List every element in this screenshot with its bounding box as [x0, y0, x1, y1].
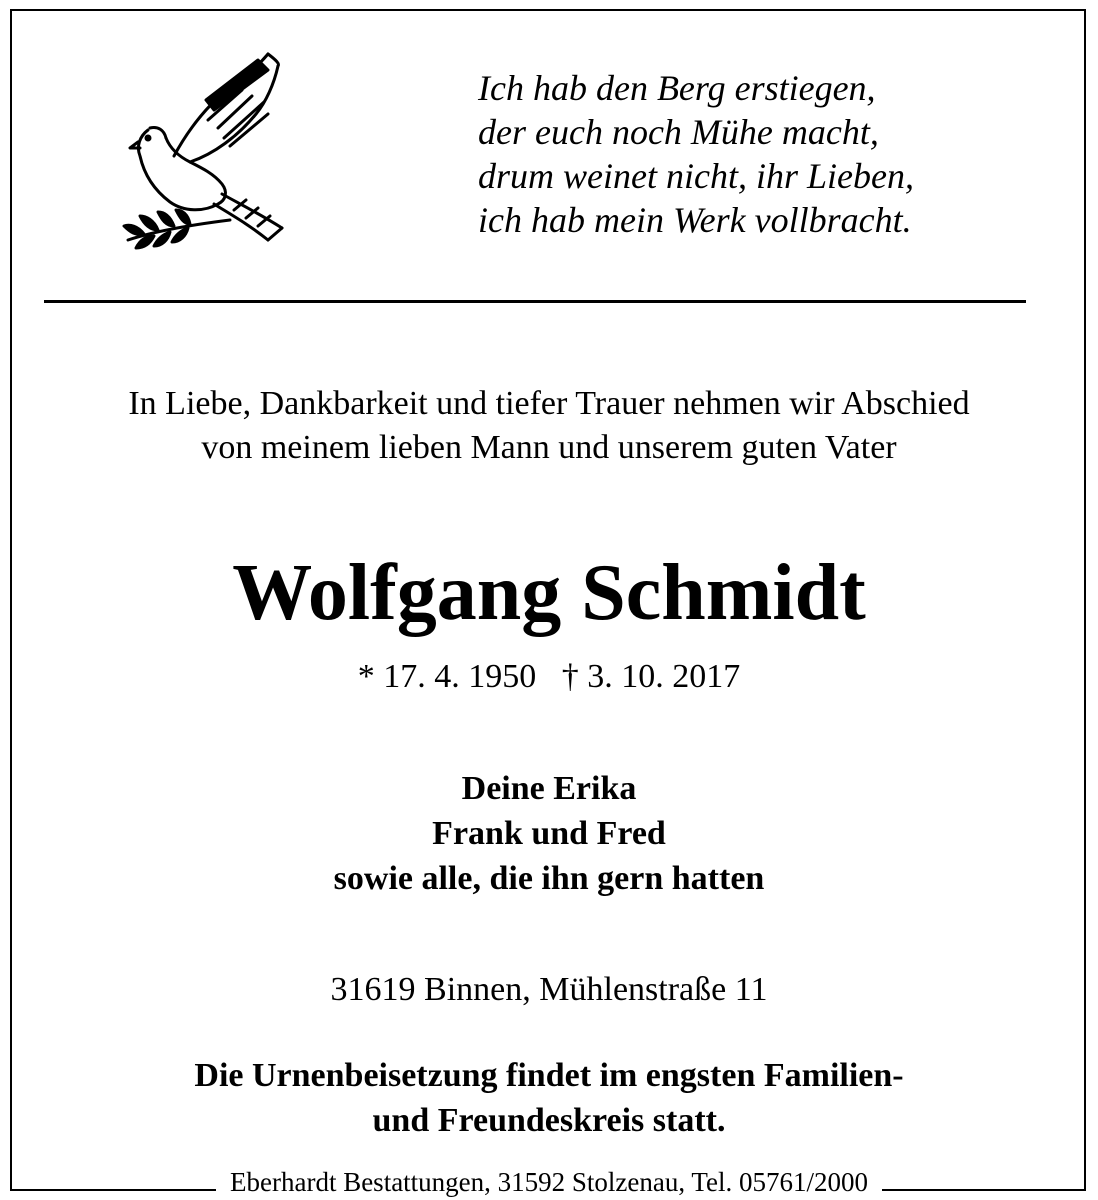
intro-line: von meinem lieben Mann und unserem guten Vater — [201, 429, 897, 466]
funeral-home-text: Eberhardt Bestattungen, 31592 Stolzenau, Tel. 05761/2000 — [216, 1167, 882, 1197]
poem-line: ich hab mein Werk vollbracht. — [478, 200, 912, 240]
divider — [44, 300, 1026, 303]
poem-line: Ich hab den Berg erstiegen, — [478, 68, 876, 108]
deceased-name: Wolfgang Schmidt — [232, 549, 866, 637]
notice-line: und Freundeskreis statt. — [372, 1102, 726, 1139]
burial-notice — [0, 1053, 1098, 1143]
mourner-line: Frank und Fred — [432, 815, 666, 852]
intro-text — [0, 382, 1098, 470]
poem — [478, 66, 1018, 242]
intro-line: In Liebe, Dankbarkeit und tiefer Trauer nehmen wir Abschied — [128, 385, 970, 422]
mourner-line: sowie alle, die ihn gern hatten — [333, 860, 765, 897]
mourner-line: Deine Erika — [461, 770, 637, 807]
dove-with-olive-branch-icon — [118, 44, 290, 256]
life-dates: * 17. 4. 1950 † 3. 10. 2017 — [357, 658, 741, 695]
poem-line: drum weinet nicht, ihr Lieben, — [478, 156, 914, 196]
funeral-home-footer — [0, 1164, 1098, 1200]
mourners — [0, 766, 1098, 901]
address: 31619 Binnen, Mühlenstraße 11 — [330, 971, 768, 1008]
notice-line: Die Urnenbeisetzung findet im engsten Familien- — [194, 1057, 904, 1094]
poem-line: der euch noch Mühe macht, — [478, 112, 879, 152]
